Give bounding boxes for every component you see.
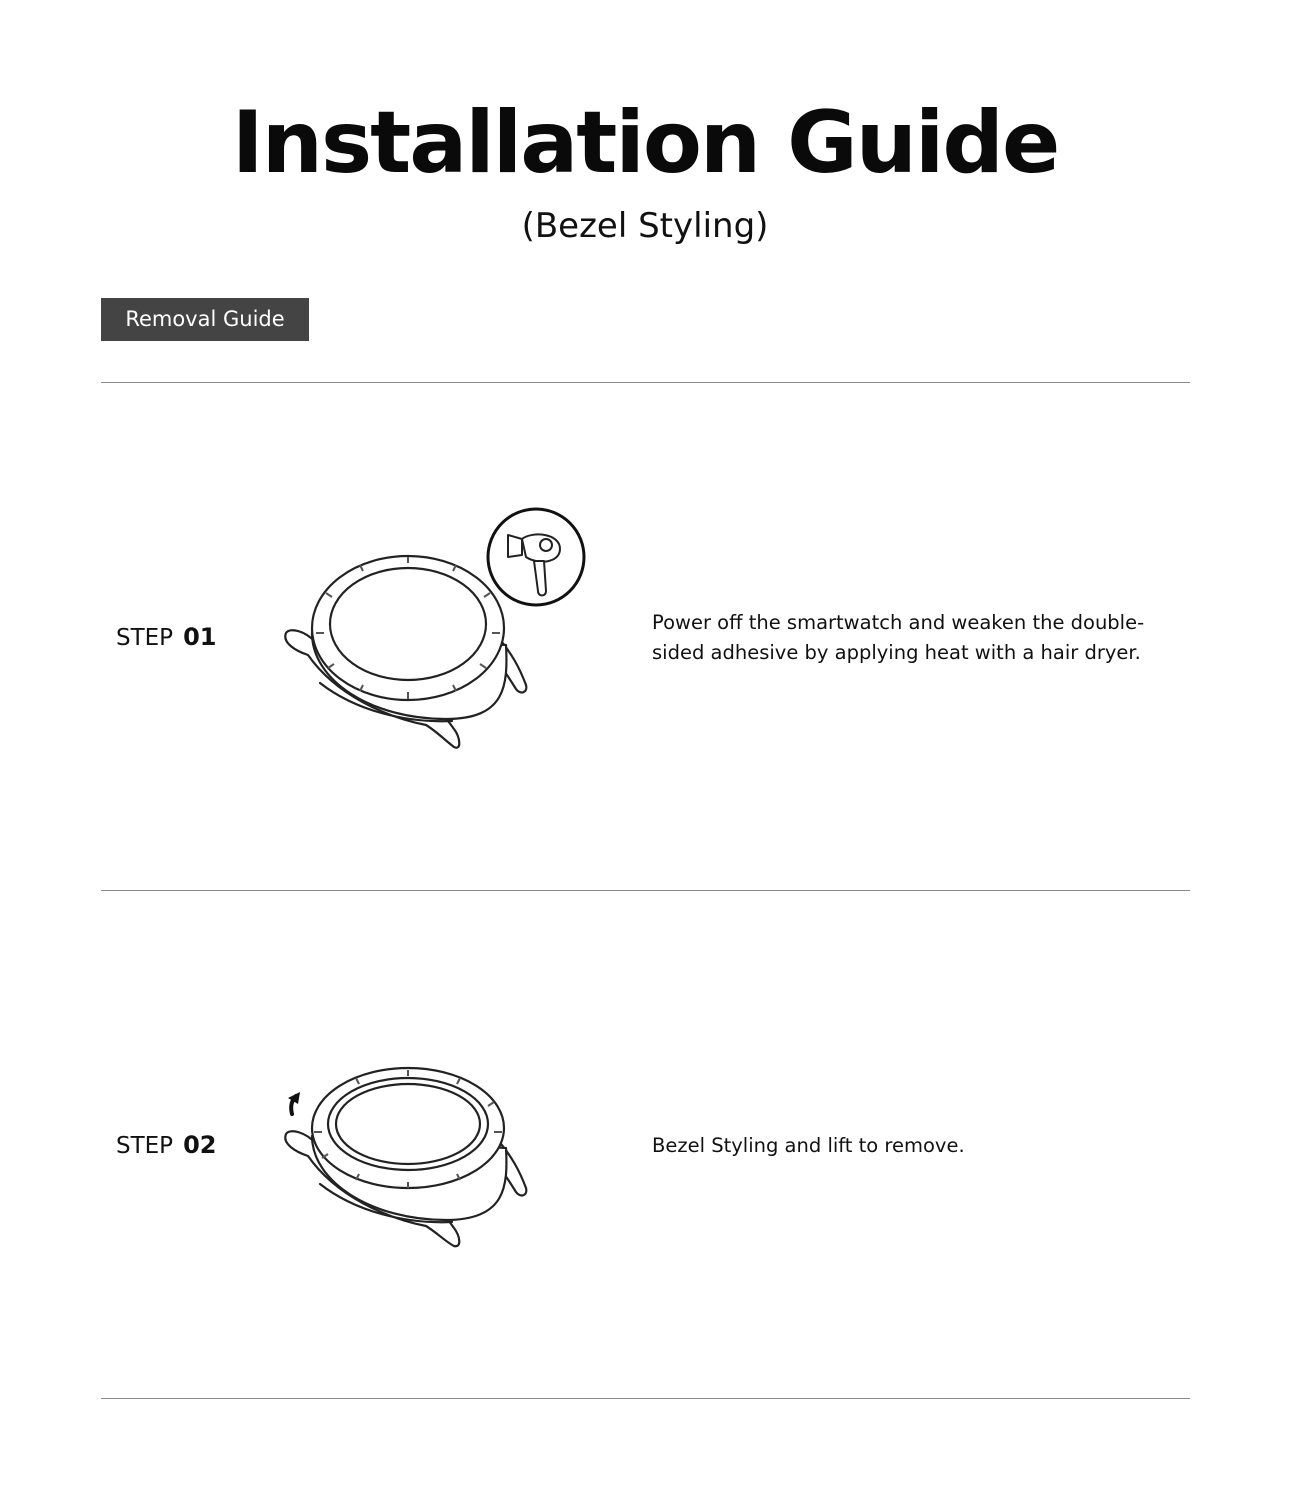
step-word: STEP xyxy=(116,625,174,651)
lift-arrow-icon xyxy=(288,1092,300,1114)
step-word: STEP xyxy=(116,1133,174,1159)
step-01-label xyxy=(116,622,216,653)
step-02-text: Bezel Styling and lift to remove. xyxy=(652,1134,965,1157)
divider-bottom xyxy=(101,1398,1190,1399)
divider-middle xyxy=(101,890,1190,891)
removal-guide-badge: Removal Guide xyxy=(101,298,309,341)
step-number: 02 xyxy=(183,1131,217,1159)
page-subtitle: (Bezel Styling) xyxy=(521,206,769,246)
watch-bezel-lift-illustration xyxy=(276,1062,536,1248)
step-02-label xyxy=(116,1130,216,1161)
divider-top xyxy=(101,382,1190,383)
step-number: 01 xyxy=(183,623,217,651)
watch-illustration xyxy=(276,505,596,755)
step-01-text: Power off the smartwatch and weaken the double-sided adhesive by applying heat with a hair dryer. xyxy=(652,611,1145,664)
page-title: Installation Guide xyxy=(231,93,1059,193)
hair-dryer-icon xyxy=(488,509,584,605)
